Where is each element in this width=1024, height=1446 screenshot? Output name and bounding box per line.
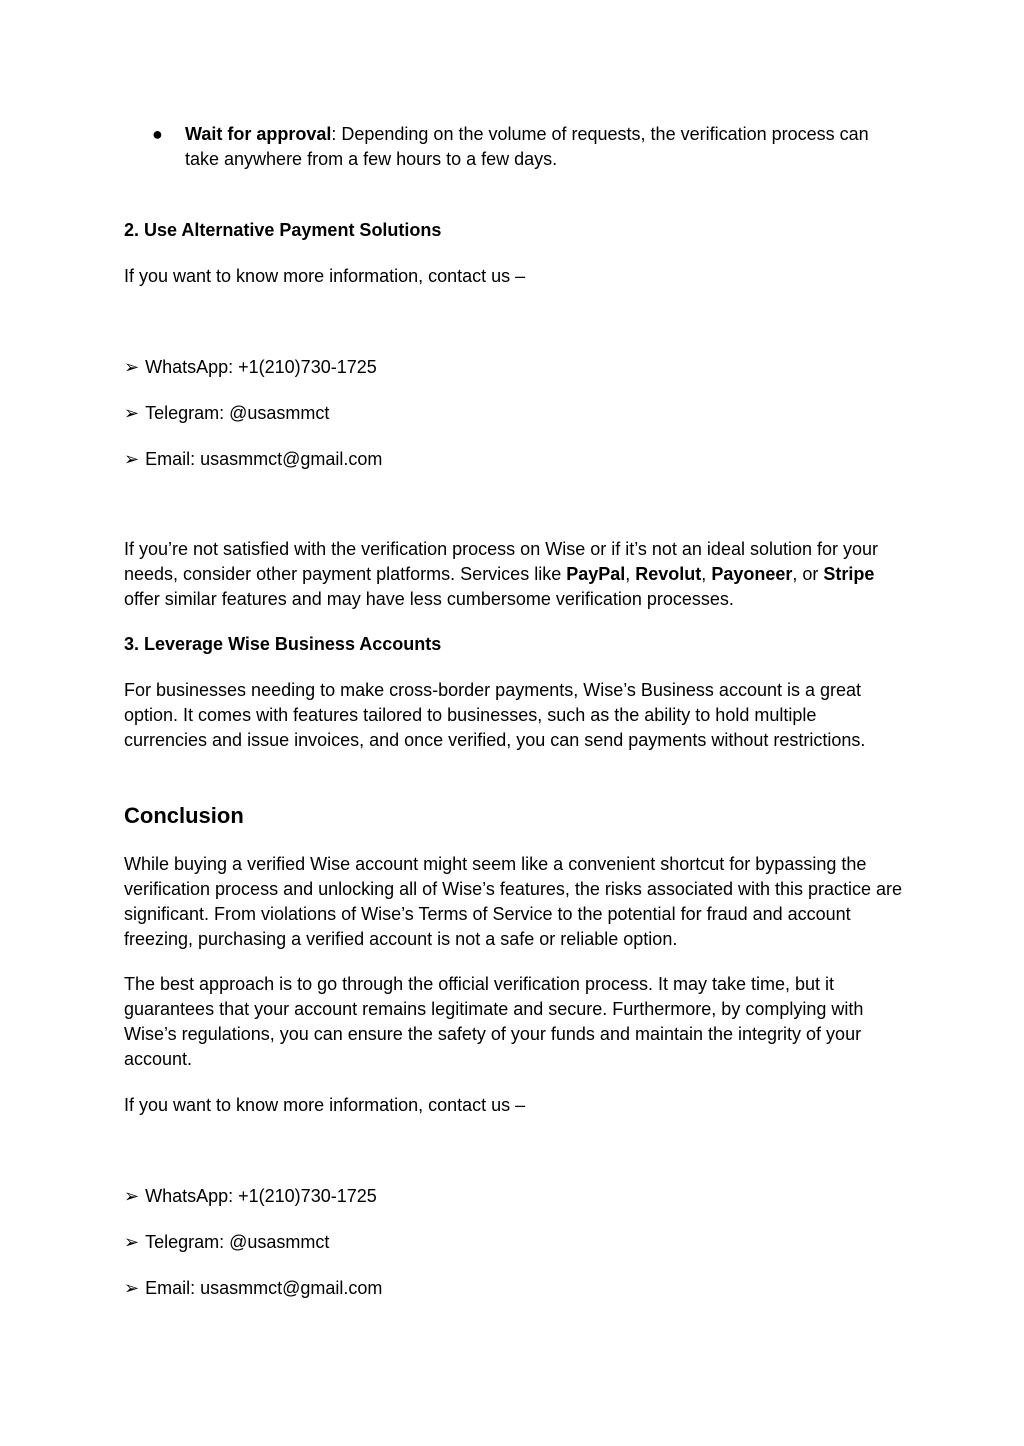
section2-heading: 2. Use Alternative Payment Solutions <box>124 220 442 240</box>
arrow-icon: ➢ <box>124 403 140 423</box>
section2-contact-whatsapp <box>124 355 904 380</box>
arrow-icon: ➢ <box>124 357 140 377</box>
conclusion-contact-telegram <box>124 1230 904 1255</box>
arrow-icon: ➢ <box>124 1278 140 1298</box>
brand-payoneer: Payoneer <box>711 564 793 584</box>
bullet-text <box>185 122 904 172</box>
section2-contact-telegram <box>124 401 904 426</box>
contact-text: Telegram: @usasmmct <box>145 403 330 423</box>
brand-stripe: Stripe <box>823 564 875 584</box>
section3-paragraph: For businesses needing to make cross-border payments, Wise’s Business account is a great option. It comes with features tailored to businesses, such as the ability to hold multiple currencies and issue invoices, and once verified, you can send payments without restrictions. <box>124 680 866 750</box>
brand-revolut: Revolut <box>635 564 702 584</box>
arrow-icon: ➢ <box>124 1232 140 1252</box>
conclusion-heading: Conclusion <box>124 803 244 828</box>
section2-contact-intro: If you want to know more information, contact us – <box>124 266 526 286</box>
separator: , <box>625 564 636 584</box>
contact-text: WhatsApp: +1(210)730-1725 <box>145 1186 377 1206</box>
contact-text: Email: usasmmct@gmail.com <box>145 449 383 469</box>
conclusion-contact-whatsapp <box>124 1184 904 1209</box>
arrow-icon: ➢ <box>124 1186 140 1206</box>
bullet-bold-term: Wait for approval <box>185 124 332 144</box>
arrow-icon: ➢ <box>124 449 140 469</box>
conclusion-contact-intro: If you want to know more information, contact us – <box>124 1095 526 1115</box>
separator: , or <box>792 564 824 584</box>
separator: , <box>701 564 712 584</box>
bullet-description: : Depending on the volume of requests, the verification process can take anywhere from a few hours to a few days. <box>185 124 869 169</box>
section3-heading: 3. Leverage Wise Business Accounts <box>124 634 442 654</box>
contact-text: WhatsApp: +1(210)730-1725 <box>145 357 377 377</box>
conclusion-paragraph-2: The best approach is to go through the official verification process. It may take time, but it guarantees that your account remains legitimate and secure. Furthermore, by complying with Wise’s regulations, you can ensure the safety of your funds and maintain the integrity of your account. <box>124 974 864 1069</box>
bullet-dot-icon: ● <box>152 124 163 144</box>
conclusion-contact-email <box>124 1276 904 1301</box>
section2-contact-email <box>124 447 904 472</box>
conclusion-paragraph-1: While buying a verified Wise account might seem like a convenient shortcut for bypassing the verification process and unlocking all of Wise’s features, the risks associated with this practice are significant. From violations of Wise’s Terms of Service to the potential for fraud and account freezing, purchasing a verified account is not a safe or reliable option. <box>124 854 903 949</box>
section2-paragraph <box>124 537 904 612</box>
para-prefix: If you’re not satisfied with the verification process on Wise or if it’s not an ideal solution for your needs, consider other payment platforms. Services like <box>124 539 879 584</box>
brand-paypal: PayPal <box>566 564 626 584</box>
contact-text: Telegram: @usasmmct <box>145 1232 330 1252</box>
contact-text: Email: usasmmct@gmail.com <box>145 1278 383 1298</box>
para-suffix: offer similar features and may have less cumbersome verification processes. <box>124 589 734 609</box>
